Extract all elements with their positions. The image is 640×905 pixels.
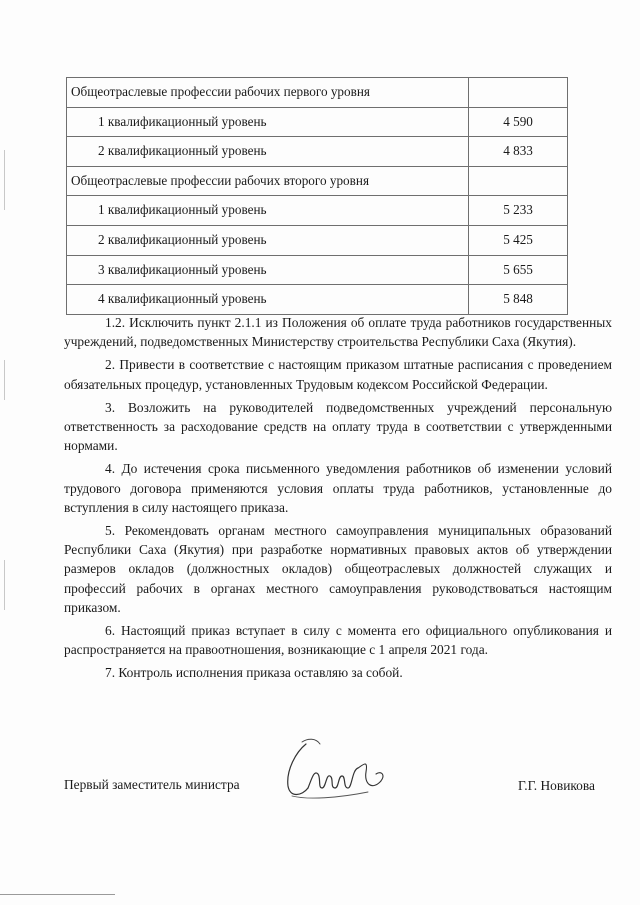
salary-value [469, 166, 568, 196]
salary-value [469, 78, 568, 108]
scan-artifact [4, 150, 5, 210]
salary-value: 4 833 [469, 137, 568, 167]
table-row [67, 225, 568, 255]
salary-value: 4 590 [469, 107, 568, 137]
scan-artifact [0, 894, 115, 895]
table-group-row [67, 78, 568, 108]
table-group-row [67, 166, 568, 196]
handwritten-signature [268, 730, 408, 810]
table-row [67, 285, 568, 315]
salary-value: 5 655 [469, 255, 568, 285]
table-row [67, 196, 568, 226]
clause-paragraph: 7. Контроль исполнения приказа оставляю за собой. [105, 665, 403, 681]
qualification-level: 1 квалификационный уровень [67, 107, 469, 137]
clause-paragraph: 3. Возложить на руководителей подведомственных учреждений персональную ответственность за расходование средств на оплату труда в соответствии с утвержденными нормами. [64, 399, 612, 454]
qualification-level: 3 квалификационный уровень [67, 255, 469, 285]
table-row [67, 255, 568, 285]
clause-paragraph: 4. До истечения срока письменного уведомления работников об изменении условий трудового договора применяются условия оплаты труда работников, установленные до вступления в силу настоящего приказа. [64, 461, 612, 515]
scan-artifact [4, 360, 5, 400]
clause-paragraph: 5. Рекомендовать органам местного самоуправления муниципальных образований Республики Саха (Якутия) при разработке нормативных правовых актов об утверждении размеров окладов (должностных окладов) общеотраслевых должностей служащих и профессий рабочих в органах местного самоуправления руководствоваться настоящим приказом. [64, 523, 612, 615]
profession-group-name: Общеотраслевые профессии рабочих второго уровня [67, 166, 469, 196]
salary-table [66, 77, 568, 315]
table-row [67, 107, 568, 137]
qualification-level: 2 квалификационный уровень [67, 225, 469, 255]
clause-paragraph: 2. Привести в соответствие с настоящим приказом штатные расписания с проведением обязательных процедур, установленных Трудовым кодексом Российской Федерации. [64, 357, 612, 392]
qualification-level: 4 квалификационный уровень [67, 285, 469, 315]
table-row [67, 137, 568, 167]
profession-group-name: Общеотраслевые профессии рабочих первого уровня [67, 78, 469, 108]
salary-value: 5 233 [469, 196, 568, 226]
qualification-level: 1 квалификационный уровень [67, 196, 469, 226]
salary-value: 5 848 [469, 285, 568, 315]
order-clauses [64, 313, 612, 687]
signatory-name: Г.Г. Новикова [518, 778, 595, 793]
signatory-title: Первый заместитель министра [64, 777, 240, 792]
clause-paragraph: 1.2. Исключить пункт 2.1.1 из Положения об оплате труда работников государственных учреждений, подведомственных Министерству строительства Республики Саха (Якутия). [64, 315, 612, 350]
scan-artifact [4, 560, 5, 610]
salary-value: 5 425 [469, 225, 568, 255]
clause-paragraph: 6. Настоящий приказ вступает в силу с момента его официального опубликования и распространяется на правоотношения, возникающие с 1 апреля 2021 года. [64, 623, 612, 658]
qualification-level: 2 квалификационный уровень [67, 137, 469, 167]
